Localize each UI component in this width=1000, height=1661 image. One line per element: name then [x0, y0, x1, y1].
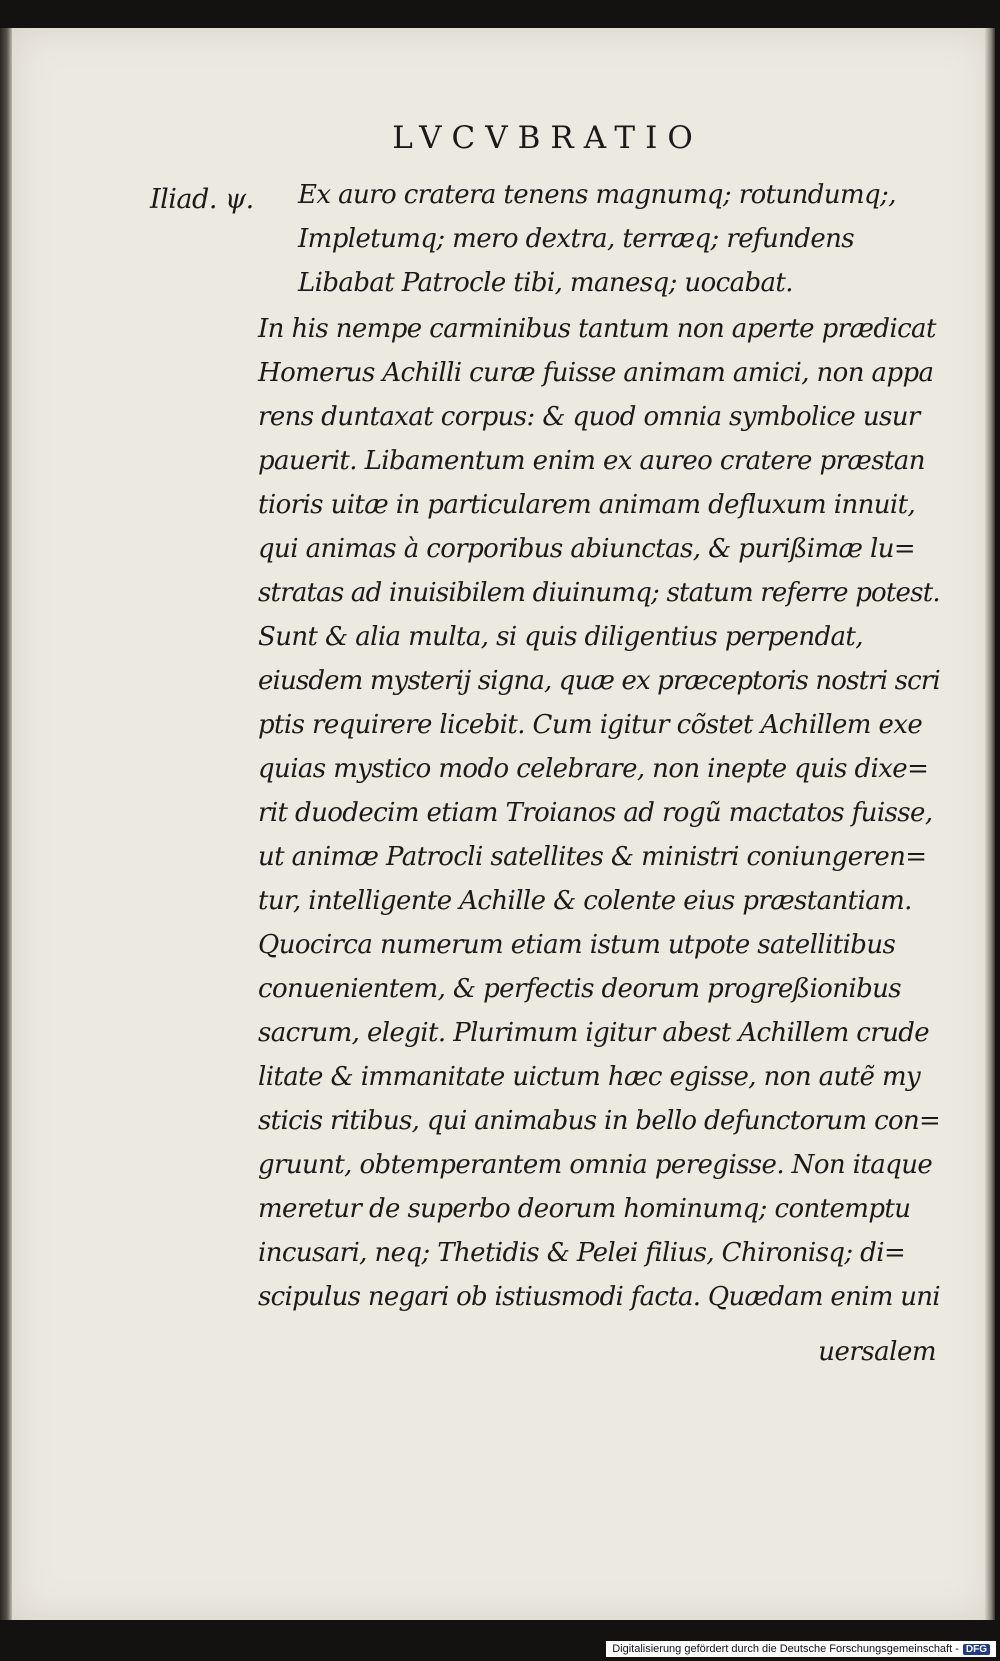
text-line: qui animas à corporibus abiunctas, & purißimæ lu=	[258, 534, 916, 564]
text-line: ut animæ Patrocli satellites & ministri coniungeren=	[258, 842, 927, 872]
text-line: quias mystico modo celebrare, non inepte quis dixe=	[258, 754, 929, 784]
dfg-logo: DFG	[963, 1644, 990, 1655]
verse-line: Impletumq; mero dextra, terræq; refundens	[298, 224, 855, 254]
text-line: tur, intelligente Achille & colente eius præstantiam.	[258, 886, 912, 916]
text-line: sticis ritibus, qui animabus in bello defunctorum con=	[258, 1106, 941, 1136]
text-line: pauerit. Libamentum enim ex aureo cratere præstan	[258, 446, 925, 476]
text-line: stratas ad inuisibilem diuinumq; statum referre potest.	[258, 578, 940, 608]
text-line: meretur de superbo deorum hominumq; contemptu	[258, 1194, 911, 1224]
text-line: In his nempe carminibus tantum non aperte prædicat	[258, 314, 936, 344]
text-line: scipulus negari ob istiusmodi facta. Quædam enim uni	[258, 1282, 940, 1312]
text-line: sacrum, elegit. Plurimum igitur abest Achillem crude	[258, 1018, 930, 1048]
digitization-credit	[606, 1641, 996, 1657]
text-line: gruunt, obtemperantem omnia peregisse. Non itaque	[258, 1150, 933, 1180]
text-line: litate & immanitate uictum hæc egisse, non autẽ my	[258, 1062, 921, 1092]
marginal-note: Iliad. ψ.	[150, 184, 254, 215]
verse-line: Ex auro cratera tenens magnumq; rotundumq;,	[298, 180, 896, 210]
credit-text: Digitalisierung gefördert durch die Deutsche Forschungsgemeinschaft -	[612, 1643, 959, 1655]
text-line: conuenientem, & perfectis deorum progreßionibus	[258, 974, 902, 1004]
text-line: incusari, neq; Thetidis & Pelei filius, Chironisq; di=	[258, 1238, 906, 1268]
running-head: LVCVBRATIO	[392, 120, 703, 156]
text-line: rit duodecim etiam Troianos ad rogũ mactatos fuisse,	[258, 798, 933, 828]
text-line: tioris uitæ in particularem animam defluxum innuit,	[258, 490, 916, 520]
verse-line: Libabat Patrocle tibi, manesq; uocabat.	[298, 268, 793, 298]
text-line: Homerus Achilli curæ fuisse animam amici, non appa	[258, 358, 934, 388]
catchword: uersalem	[818, 1337, 936, 1367]
text-line: Sunt & alia multa, si quis diligentius perpendat,	[258, 622, 863, 652]
text-line: rens duntaxat corpus: & quod omnia symbolice usur	[258, 402, 920, 432]
text-line: Quocirca numerum etiam istum utpote satellitibus	[258, 930, 896, 960]
page-edge-right	[985, 28, 995, 1620]
text-line: eiusdem mysterij signa, quæ ex præceptoris nostri scri	[258, 666, 940, 696]
text-line: ptis requirere licebit. Cum igitur cõstet Achillem exe	[258, 710, 923, 740]
